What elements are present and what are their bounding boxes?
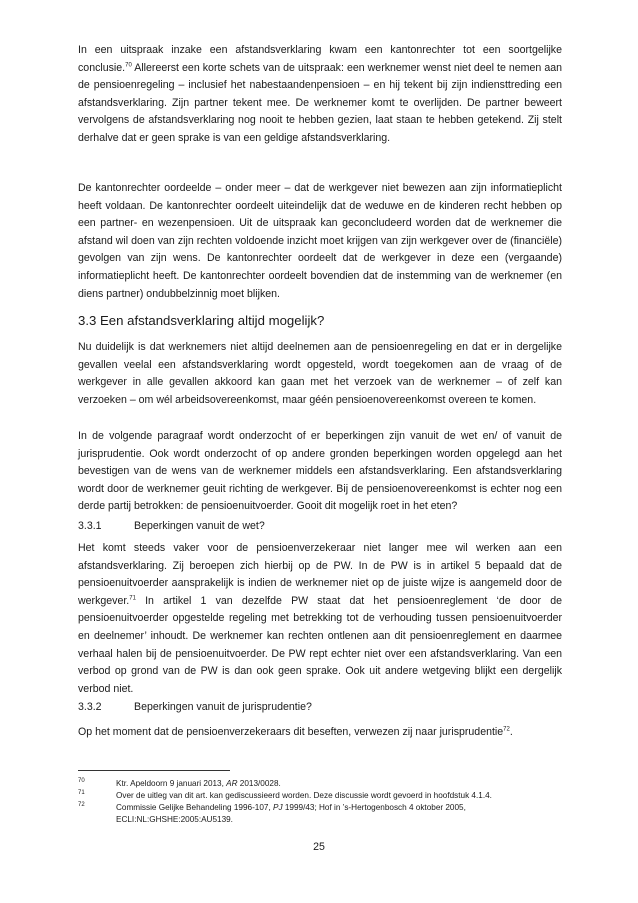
section-heading-3-3: 3.3 Een afstandsverklaring altijd mogelijk? [78, 313, 325, 328]
paragraph-court-judgment: De kantonrechter oordeelde – onder meer – dat de werkgever niet bewezen aan zijn informatieplicht heeft voldaan. De kantonrechter oordeelt uiteindelijk dat de weduwe en de kinderen recht hebben op een partner- en wezenpensioen. Uit de uitspraak kan geconcludeerd worden dat de werknemer die afstand wil doen van zijn rechten voldoende inzicht moet krijgen van zijn werkgever over de (financiële) gevolgen van zijn wens. De kantonrechter oordeelt dat de werkgever in deze een (vergaande) informatieplicht heeft. De kantonrechter oordeelt bovendien dat de instemming van de werknemer (en diens partner) ondubbelzinnig moet blijken. [78, 182, 562, 300]
footnote-ref-71[interactable]: 71 [129, 595, 136, 602]
subsection-heading-3-3-1: 3.3.1 Beperkingen vanuit de wet? [78, 520, 265, 532]
footnote-ref-70[interactable]: 70 [125, 62, 132, 69]
paragraph-jurisprudence: Op het moment dat de pensioenverzekeraars dit beseften, verwezen zij naar jurisprudentie$^{72}$. [78, 726, 513, 738]
paragraph-next-section: In de volgende paragraaf wordt onderzocht of er beperkingen zijn vanuit de wet en/ of vanuit de jurisprudentie. Ook wordt onderzocht of op andere gronden beperkingen worden opgelegd aan het bevestigen van de wens van de werknemer middels een afstandsverklaring. Een afstandsverklaring wordt door de werknemer geuit richting de werkgever. Bij de pensioenovereenkomst is echter nog een derde partij betrokken: de pensioenuitvoerder. Gooit dit mogelijk roet in het eten? [78, 430, 562, 513]
footnote-separator [78, 770, 230, 771]
paragraph-ruling-summary: In een uitspraak inzake een afstandsverklaring kwam een kantonrechter tot een soortgelijke conclusie.$^{70}$ Allereerst een korte schets van de uitspraak: een werknemer wenst niet deel te nemen aan de pensioenregeling – inclusief het nabestaandenpensioen – en hij tekent bij zijn indiensttreding een afstandsverklaring. Zijn partner tekent mee. De werknemer komt te overlijden. De partner beweert vervolgens de afstandsverklaring nog nooit te hebben gezien, laat staan te hebben getekend. Zij stelt derhalve dat er geen sprake is van een geldige afstandsverklaring. [78, 44, 562, 144]
page-number: 25 [313, 841, 325, 853]
document-page: In een uitspraak inzake een afstandsverklaring kwam een kantonrechter tot een soortgelijke conclusie.$^{70}$ Allereerst een korte schets van de uitspraak: een werknemer wenst niet deel te nemen aan de pensioenregeling – inclusief het nabestaandenpensioen – en hij tekent bij zijn indiensttreding een afstandsverklaring. Zijn partner tekent mee. De werknemer komt te overlijden. De partner beweert vervolgens de afstandsverklaring nog nooit te hebben gezien, laat staan te hebben getekend. Zij stelt derhalve dat er geen sprake is van een geldige afstandsverklaring. De kantonrechter oordeelde – onder meer – dat de werkgever niet bewezen aan zijn informatieplicht heeft voldaan. De kantonrechter oordeelt uiteindelijk dat de weduwe en de kinderen recht hebben op een partner- en wezenpensioen. Uit de uitspraak kan geconcludeerd worden dat de werknemer die afstand wil doen van zijn rechten voldoende inzicht moet krijgen van zijn werkgever over de (financiële) gevolgen van zijn wens. De kantonrechter oordeelt dat de werkgever in deze een (vergaande) informatieplicht heeft. De kantonrechter oordeelt bovendien dat de instemming van de werknemer (en diens partner) ondubbelzinnig moet blijken. 3.3 Een afstandsverklaring altijd mogelijk? Nu duidelijk is dat werknemers niet altijd deelnemen aan de pensioenregeling en dat er in dergelijke gevallen veelal een afstandsverklaring wordt opgesteld, wordt toegekomen aan de vraag of de werkgever in alle gevallen akkoord kan gaan met het verzoek van de werknemer – of zelf kan verzoeken – om wél arbeidsovereenkomst, maar géén pensioenovereenkomst overeen te komen. In de volgende paragraaf wordt onderzocht of er beperkingen zijn vanuit de wet en/ of vanuit de jurisprudentie. Ook wordt onderzocht of op andere gronden beperkingen worden opgelegd aan het bevestigen van de wens van de werknemer middels een afstandsverklaring. Een afstandsverklaring wordt door de werknemer geuit richting de werkgever. Bij de pensioenovereenkomst is echter nog een derde partij betrokken: de pensioenuitvoerder. Gooit dit mogelijk roet in het eten? 3.3.1 Beperkingen vanuit de wet? Het komt steeds vaker voor de pensioenverzekeraar niet langer mee wil werken aan een afstandsverklaring. Zij beroepen zich hierbij op de PW. In de PW is in artikel 5 bepaald dat de pensioenuitvoerder aansprakelijk is indien de werknemer niet op de juiste wijze is aangemeld door de werkgever.$^{71}$ In artikel 1 van dezelfde PW staat dat het pensioenreglement ‘de door de pensioenuitvoerder opgestelde regeling met betrekking tot de verhouding tussen pensioenuitvoerder en deelnemer’ inhoudt. De werknemer kan rechten ontlenen aan dit pensioenreglement en daarmee verhaal halen bij de pensioenuitvoerder. De PW rept echter niet over een afstandsverklaring. Van een verbod op grond van de PW is dan ook geen sprake. Ook uit andere wetgeving blijkt een dergelijk verbod niet. 3.3.2 Beperkingen vanuit de jurisprudentie? Op het moment dat de pensioenverzekeraars dit beseften, verwezen zij naar jurisprudentie$^{72}$. 70 Ktr. Apeldoorn 9 januari 2013, AR 2013/0028. 71 Over de uitleg van dit art. kan gediscussieerd worden. Deze discussie wordt gevoerd in hoofdstuk 4.1.4. 72 Commissie Gelijke Behandeling 1996-107, PJ 1999/43; Hof in ’s-Hertogenbosch 4 oktober 2005, ECLI:NL:GHSHE:2005:AU5139. 25 [0, 0, 638, 903]
paragraph-law-restrictions: Het komt steeds vaker voor de pensioenverzekeraar niet langer mee wil werken aan een afstandsverklaring. Zij beroepen zich hierbij op de PW. In de PW is in artikel 5 bepaald dat de pensioenuitvoerder aansprakelijk is indien de werknemer niet op de juiste wijze is aangemeld door de werkgever.$^{71}$ In artikel 1 van dezelfde PW staat dat het pensioenreglement ‘de door de pensioenuitvoerder opgestelde regeling met betrekking tot de verhouding tussen pensioenuitvoerder en deelnemer’ inhoudt. De werknemer kan rechten ontlenen aan dit pensioenreglement en daarmee verhaal halen bij de pensioenuitvoerder. De PW rept echter niet over een afstandsverklaring. Van een verbod op grond van de PW is dan ook geen sprake. Ook uit andere wetgeving blijkt een dergelijk verbod niet. [78, 542, 562, 695]
subsection-heading-3-3-2: 3.3.2 Beperkingen vanuit de jurisprudentie? [78, 701, 312, 713]
footnote-ref-72[interactable]: 72 [503, 726, 510, 733]
paragraph-question: Nu duidelijk is dat werknemers niet altijd deelnemen aan de pensioenregeling en dat er in dergelijke gevallen veelal een afstandsverklaring wordt opgesteld, wordt toegekomen aan de vraag of de werkgever in alle gevallen akkoord kan gaan met het verzoek van de werknemer – of zelf kan verzoeken – om wél arbeidsovereenkomst, maar géén pensioenovereenkomst overeen te komen. [78, 341, 562, 406]
